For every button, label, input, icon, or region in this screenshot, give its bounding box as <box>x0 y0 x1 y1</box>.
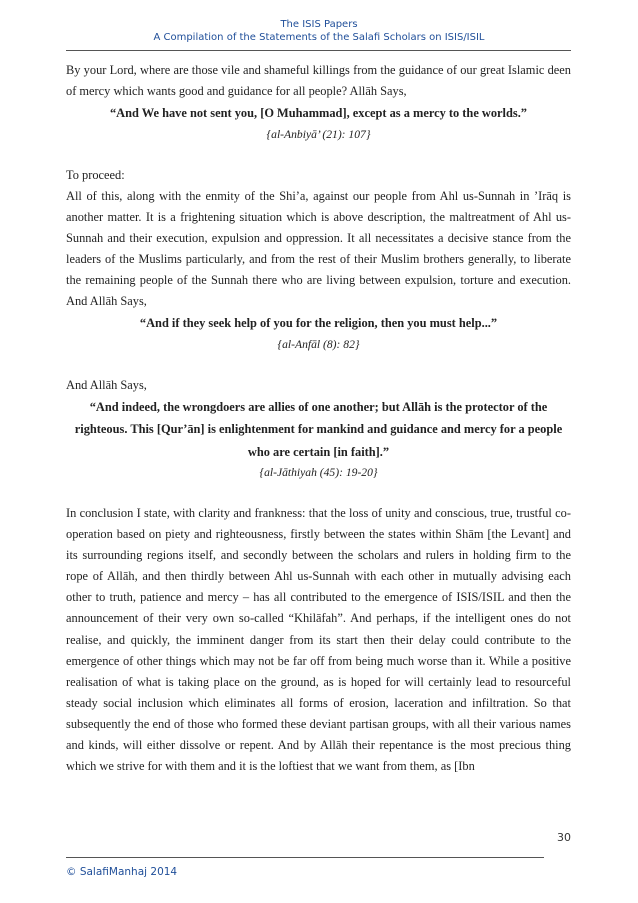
footer-divider <box>66 857 544 858</box>
header-divider <box>66 50 571 51</box>
spacer <box>66 145 571 165</box>
reference-1: {al-Anbiyā’ (21): 107} <box>266 127 371 141</box>
running-header <box>0 18 638 44</box>
header-subtitle: A Compilation of the Statements of the Salafi Scholars on ISIS/ISIL <box>153 32 485 43</box>
reference-2: {al-Anfāl (8): 82} <box>277 337 360 351</box>
paragraph-2-intro: To proceed: <box>66 167 125 182</box>
spacer <box>66 483 571 503</box>
header-title: The ISIS Papers <box>280 19 358 30</box>
paragraph-2: All of this, along with the enmity of the Shi’a, against our people from Ahl us-Sunnah in ’Irāq is another matter. It is a frightening situation which is above description, the maltreatment of Ahl us-Sunnah and their execution, expulsion and oppression. It all necessitates a decisive stance from the leaders of the Muslims particularly, and from the rest of their Muslim brothers generally, to liberate the remaining people of the Sunnah there who are living between expulsion, torture and execution. And Allāh Says, <box>66 188 571 309</box>
reference-3: {al-Jāthiyah (45): 19-20} <box>259 465 378 479</box>
page-body <box>66 60 571 777</box>
paragraph-1: By your Lord, where are those vile and shameful killings from the guidance of our great Islamic deen of mercy which wants good and guidance for all people? Allāh Says, <box>66 63 571 99</box>
quote-3: “And indeed, the wrongdoers are allies of one another; but Allāh is the protector of the righteous. This [Qur’ān] is enlightenment for mankind and guidance and mercy for a people who are certain [in faith].” <box>74 399 563 459</box>
paragraph-3: And Allāh Says, <box>66 377 147 392</box>
page-number: 30 <box>557 831 571 844</box>
spacer <box>66 355 571 375</box>
quote-1: “And We have not sent you, [O Muhammad], except as a mercy to the worlds.” <box>109 106 528 121</box>
footer-copyright: © SalafiManhaj 2014 <box>66 866 178 878</box>
quote-2: “And if they seek help of you for the religion, then you must help...” <box>139 316 498 331</box>
paragraph-4: In conclusion I state, with clarity and frankness: that the loss of unity and conscious, true, trustful co-operation based on piety and righteousness, firstly between the states within Shām [the Levant] and its surrounding regions itself, and secondly between the scholars and rulers in holding firm to the rope of Allāh, and then thirdly between Ahl us-Sunnah with each other in mutually advising each other to truth, patience and mercy – has all contributed to the emergence of ISIS/ISIL and then the announcement of their very own so-called “Khilāfah”. And perhaps, if the intelligent ones do not realise, and quickly, the imminent danger from its start then their delay could contribute to the emergence of other things which may not be far off from being much worse than it. While a positive realisation of what is taking place on the ground, as is hoped for will certainly lead to resourceful steady social inclusion which eliminates all forms of erosion, laceration and infiltration. So that subsequently the end of those who formed these deviant partisan groups, with all their various names and kinds, will either dissolve or repent. And by Allāh their repentance is the most precious thing which we strive for with them and it is the loftiest that we want from them, as [Ibn <box>66 505 571 774</box>
